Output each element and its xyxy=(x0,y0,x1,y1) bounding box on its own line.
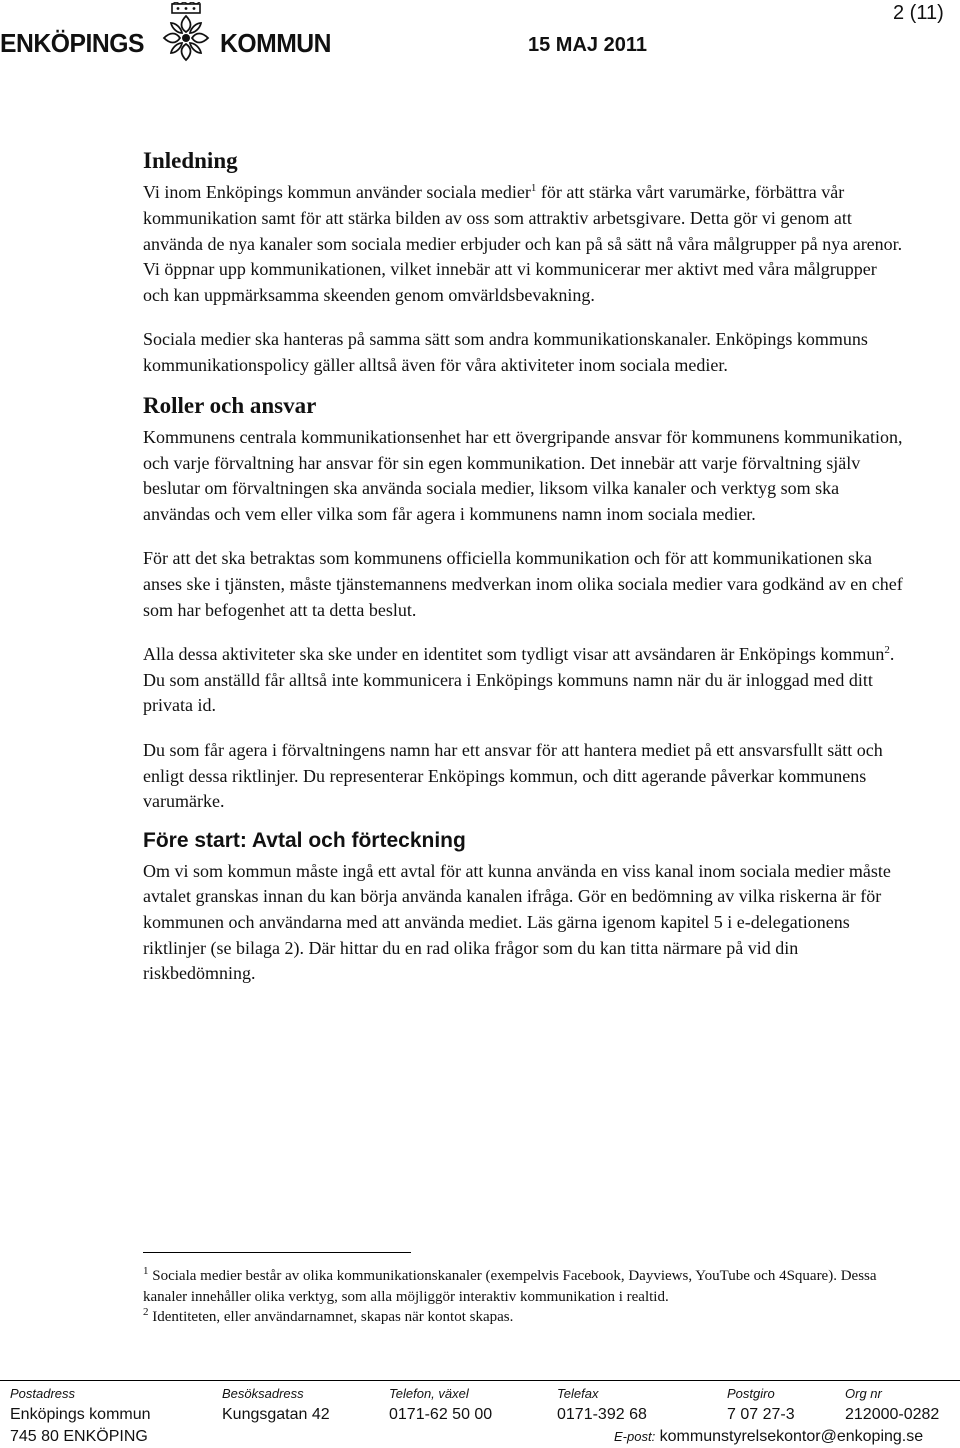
section-heading: Roller och ansvar xyxy=(143,392,317,418)
page-number: 2 (11) xyxy=(893,2,944,24)
document-date: 15 MAJ 2011 xyxy=(528,34,647,56)
footnotes xyxy=(143,1266,903,1328)
paragraph: Alla dessa aktiviteter ska ske under en identitet som tydligt visar att avsändaren är Enköpings kommun$^2$. Du som anställd får alltså inte kommunicera i Enköpings kommuns namn när du är inloggad med ditt privata id. xyxy=(143,644,895,716)
paragraph: Sociala medier ska hanteras på samma sätt som andra kommunikationskanaler. Enköpings kommuns kommunikationspolicy gäller alltså även för våra aktiviteter inom sociala medier. xyxy=(143,329,868,375)
section-roller-och-ansvar xyxy=(143,393,903,815)
footer-besoksadress: Besöksadress Kungsgatan 42 xyxy=(222,1386,330,1423)
municipality-logo xyxy=(0,2,336,66)
footer-postgiro: Postgiro 7 07 27-3 xyxy=(727,1386,795,1423)
footnote-ref: 1 xyxy=(530,182,537,195)
paragraph: Om vi som kommun måste ingå ett avtal för att kunna använda en viss kanal inom sociala medier måste avtalet granskas innan du kan börja använda kanalen ifråga. Gör en bedömning av vilka riskerna är för kommunen och användarna med att använda mediet. Läs gärna igenom kapitel 5 i e-delegationens riktlinjer (se bilaga 2). Där hittar du en rad olika frågor som du kan titta närmare på vid din riskbedömning. xyxy=(143,860,891,984)
footnote-ref: 2 xyxy=(884,644,890,657)
footer-separator xyxy=(0,1380,960,1381)
footer-orgnr: Org nr 212000-0282 xyxy=(845,1386,940,1423)
section-heading: Före start: Avtal och förteckning xyxy=(143,828,466,852)
email-link[interactable]: kommunstyrelsekontor@enkoping.se xyxy=(659,1428,924,1445)
footnote-separator xyxy=(143,1252,411,1253)
footer-telefon: Telefon, växel 0171-62 50 00 xyxy=(389,1386,493,1423)
paragraph: Kommunens centrala kommunikationsenhet har ett övergripande ansvar för kommunens kommunikation, och varje förvaltning har ansvar för sin egen kommunikation. Det innebär att varje förvaltning själv beslutar om förvaltningen ska använda sociala medier, liksom vilka kanaler och verktyg som ska användas och vem eller vilka som får agera i kommunens namn inom sociala medier. xyxy=(143,427,903,524)
section-fore-start xyxy=(143,829,903,987)
section-inledning xyxy=(143,148,903,379)
coat-of-arms-icon xyxy=(154,2,218,66)
section-heading: Inledning xyxy=(143,148,238,173)
footer-postadress: Postadress Enköpings kommun 745 80 ENKÖPING xyxy=(10,1386,151,1445)
footnote: $^2$ Identiteten, eller användarnamnet, skapas när kontot skapas. xyxy=(143,1306,514,1326)
footer-telefax: Telefax 0171-392 68 xyxy=(557,1386,647,1423)
footnote: $^1$ Sociala medier består av olika kommunikationskanaler (exempelvis Facebook, Dayviews, YouTube och 4Square). Dessa kanaler innehåller olika verktyg, som alla möjliggör interaktiv kommunikation i realtid. xyxy=(143,1265,877,1305)
logo-text-right: KOMMUN xyxy=(219,28,331,58)
document-body xyxy=(143,148,903,1006)
footer-epost: E-post: kommunstyrelsekontor@enkoping.se xyxy=(614,1428,924,1445)
paragraph: Du som får agera i förvaltningens namn har ett ansvar för att hantera mediet på ett ansvarsfullt sätt och enligt dessa riktlinjer. Du representerar Enköpings kommun, och ditt agerande påverkar kommunens varumärke. xyxy=(143,739,883,812)
paragraph: Vi inom Enköpings kommun använder sociala medier$^1$ för att stärka vårt varumärke, förbättra vår kommunikation samt för att stärka bilden av oss som attraktiv arbetsgivare. Detta gör vi genom att använda de nya kanaler som sociala medier erbjuder och kan på så sätt nå våra målgrupper på nya arenor. Vi öppnar upp kommunikationen, vilket innebär att vi kommunicerar mer aktivt med våra målgrupper och kan uppmärksamma skeenden genom omvärldsbevakning. xyxy=(143,182,903,305)
logo-text-left: ENKÖPINGS xyxy=(0,28,144,58)
paragraph: För att det ska betraktas som kommunens officiella kommunikation och för att kommunikationen ska anses ske i tjänsten, måste tjänstemannens medverkan inom olika sociala medier vara godkänd av en chef som har befogenhet att ta detta beslut. xyxy=(143,548,903,620)
